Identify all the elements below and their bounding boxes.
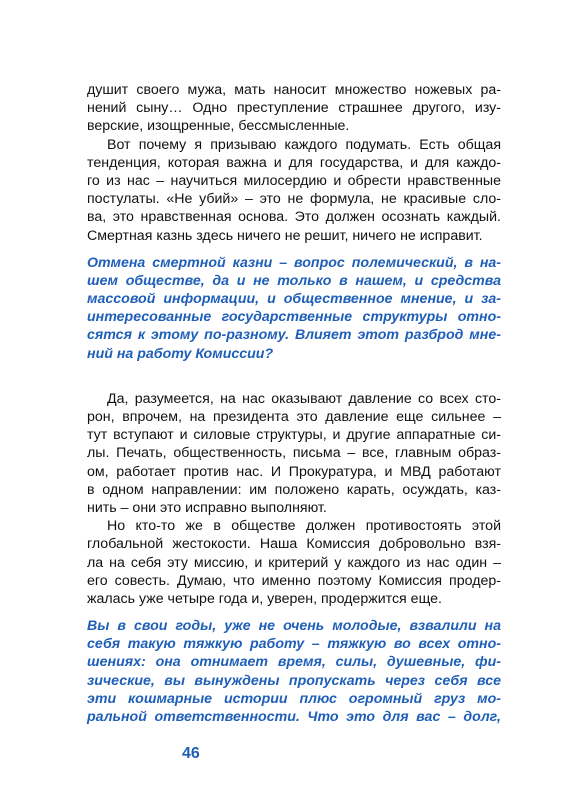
- text-line: го из нас – научиться милосердию и обрести нравственные: [87, 172, 501, 189]
- text-line: лы. Печать, общественность, письма – все, главным образ-: [87, 445, 501, 462]
- text-line: рон, впрочем, на президента это давление еще сильнее –: [87, 409, 501, 425]
- paragraph-3: [87, 390, 501, 517]
- question-line: ний на работу Комиссии?: [87, 345, 274, 362]
- question-line: Вы в свои годы, уже не очень молодые, взвалили на: [87, 618, 501, 635]
- text-line: Но кто-то же в обществе должен противостоять этой: [107, 518, 501, 535]
- text-line: верские, изощренные, бессмысленные.: [87, 118, 350, 135]
- page-body: [87, 81, 501, 726]
- paragraph-4: [87, 517, 501, 608]
- text-line: ом, работает против нас. И Прокуратура, и МВД работают: [87, 463, 501, 480]
- text-line: ва, это нравственная основа. Это должен осознать каждый.: [87, 209, 501, 226]
- paragraph-2: [87, 136, 501, 245]
- question-line: сятся к этому по-разному. Влияет этот разброд мне-: [87, 327, 501, 344]
- interview-question-2: [87, 617, 501, 726]
- page-number: 46: [182, 745, 200, 762]
- text-line: ла на себя эту миссию, и критерий у каждого из нас один –: [87, 554, 501, 571]
- text-line: тенденция, которая важна и для государства, и для каждо-: [87, 154, 501, 171]
- text-line: душит своего мужа, мать наносит множество ножевых ра-: [87, 82, 501, 98]
- question-line: шениях: она отнимает время, силы, душевные, фи-: [87, 654, 501, 671]
- interview-question-1: [87, 254, 501, 363]
- text-line: жалась уже четыре года и, уверен, продержится еще.: [87, 590, 442, 607]
- text-line: глобальной жестокости. Наша Комиссия добровольно взя-: [87, 536, 501, 553]
- question-line: Отмена смертной казни – вопрос полемический, в на-: [87, 254, 501, 271]
- question-line: массовой информации, и общественное мнение, и за-: [87, 291, 501, 308]
- question-line: шем обществе, да и не только в нашем, и средства: [87, 272, 501, 289]
- text-line: нить – они это исправно выполняют.: [87, 499, 327, 516]
- question-line: себя такую тяжкую работу – тяжкую во всех отно-: [87, 636, 501, 653]
- question-line: зические, вы вынуждены пропускать через себя все: [87, 672, 501, 689]
- paragraph-1: [87, 81, 501, 136]
- question-line: ральной ответственности. Что это для вас – долг,: [87, 709, 501, 725]
- text-line: постулаты. «Не убий» – это не формула, не красивые сло-: [87, 191, 501, 208]
- text-line: Вот почему я призываю каждого подумать. Есть общая: [107, 136, 501, 153]
- text-line: нений сыну… Одно преступление страшнее другого, изу-: [87, 100, 501, 117]
- question-line: эти кошмарные истории плюс огромный груз мо-: [87, 690, 501, 707]
- text-line: его совесть. Думаю, что именно поэтому Комиссия продер-: [87, 572, 501, 589]
- question-line: интересованные государственные структуры отно-: [87, 309, 501, 326]
- text-line: тут вступают и силовые структуры, и другие аппаратные си-: [87, 427, 501, 444]
- text-line: Да, разумеется, на нас оказывают давление со всех сто-: [107, 390, 501, 407]
- text-line: Смертная казнь здесь ничего не решит, ничего не исправит.: [87, 227, 483, 244]
- text-line: в одном направлении: им положено карать, осуждать, каз-: [87, 481, 501, 498]
